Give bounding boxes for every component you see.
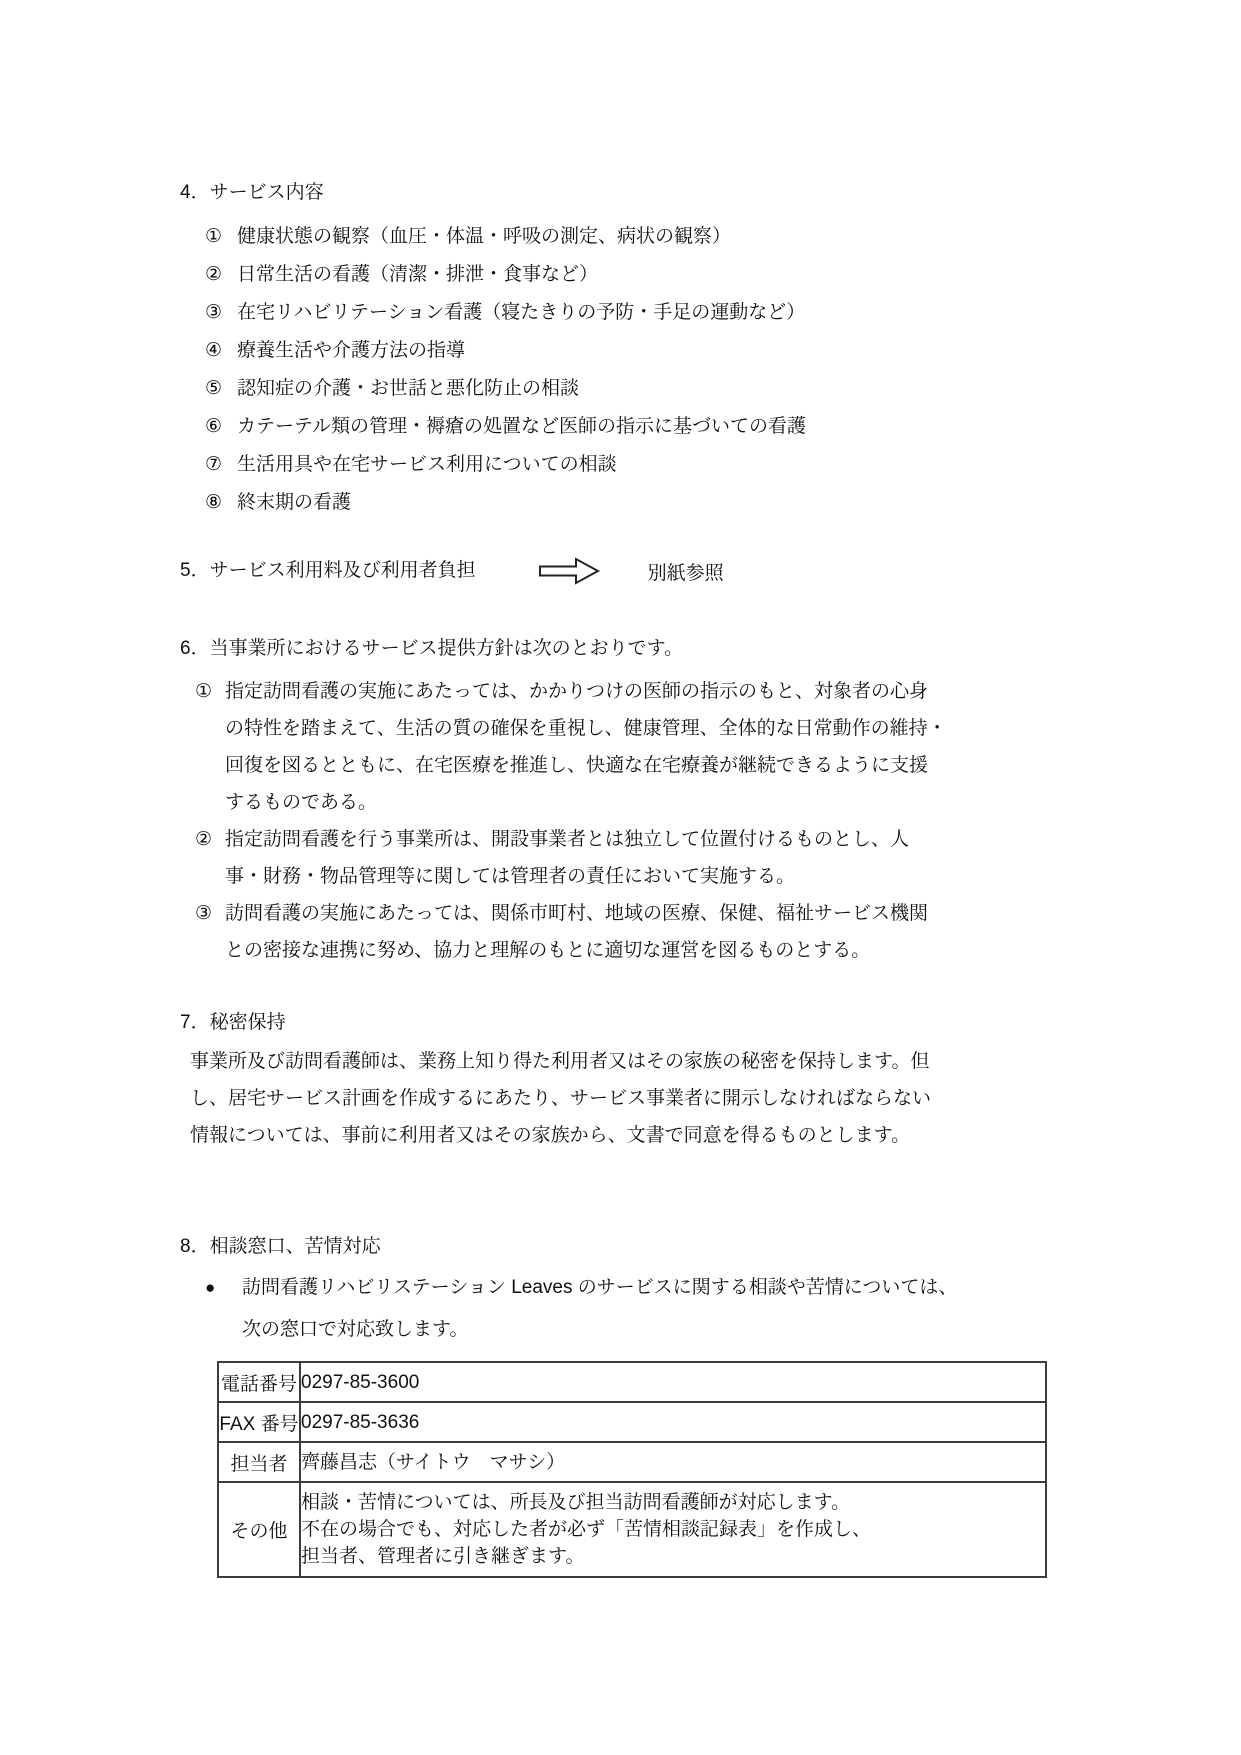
section-7-heading: 7．秘密保持 [180, 1012, 286, 1033]
paragraph-line: 次の窓口で対応致します。 [242, 1319, 469, 1340]
paragraph-line: との密接な連携に努め、協力と理解のもとに適切な運営を図るものとする。 [225, 940, 871, 961]
reference-label: 別紙参照 [647, 562, 724, 584]
item-text: 終末期の看護 [237, 492, 352, 513]
value-line: 齊藤昌志（サイトウ マサシ） [301, 1451, 566, 1473]
item-text: カテーテル類の管理・褥瘡の処置など医師の指示に基づいての看護 [237, 416, 807, 437]
value-line: 0297-85-3600 [301, 1371, 420, 1393]
list-item [180, 673, 1060, 821]
table-row [218, 1362, 1046, 1402]
value-line: 0297-85-3636 [301, 1411, 420, 1433]
list-item [180, 256, 1060, 294]
section-7-paragraph [190, 1043, 1060, 1154]
circled-number-icon: ③ [195, 903, 213, 924]
value-line: 担当者、管理者に引き継ぎます。 [301, 1546, 585, 1567]
paragraph-line: 回復を図るとともに、在宅医療を推進し、快適な在宅療養が継続できるように支援 [225, 755, 929, 776]
section-5-row [180, 556, 1060, 586]
table-row [218, 1402, 1046, 1442]
paragraph-line: 指定訪問看護を行う事業所は、開設事業者とは独立して位置付けるものとし、人 [225, 829, 910, 850]
paragraph-line: するものである。 [225, 792, 378, 813]
row-label: 担当者 [218, 1442, 300, 1482]
table-row [218, 1442, 1046, 1482]
list-item [180, 370, 1060, 408]
paragraph-line: の特性を踏まえて、生活の質の確保を重視し、健康管理、全体的な日常動作の維持・ [225, 718, 947, 739]
section-4-list [180, 218, 1060, 522]
circled-number-icon: ⑤ [205, 378, 223, 399]
right-block-arrow-icon [538, 556, 600, 586]
circled-number-icon: ② [205, 264, 223, 285]
list-item [180, 218, 1060, 256]
circled-number-icon: ⑦ [205, 454, 223, 475]
section-8-heading: 8．相談窓口、苦情対応 [180, 1236, 381, 1257]
list-item [180, 484, 1060, 522]
circled-number-icon: ⑧ [205, 492, 223, 513]
row-value [300, 1442, 1046, 1482]
row-label: 電話番号 [218, 1362, 300, 1402]
list-item [180, 446, 1060, 484]
section-8-bullet-item [180, 1267, 1060, 1351]
paragraph-line: 指定訪問看護の実施にあたっては、かかりつけの医師の指示のもと、対象者の心身 [225, 681, 929, 702]
row-value [300, 1402, 1046, 1442]
circled-number-icon: ④ [205, 340, 223, 361]
section-4-heading: 4．サービス内容 [180, 182, 324, 203]
value-line: 相談・苦情については、所長及び担当訪問看護師が対応します。 [301, 1492, 851, 1513]
paragraph-line: 訪問看護リハビリステーション Leaves のサービスに関する相談や苦情については、 [242, 1277, 958, 1298]
circled-number-icon: ③ [205, 302, 223, 323]
row-label: FAX 番号 [218, 1402, 300, 1442]
row-value [300, 1482, 1046, 1577]
section-6-list [180, 673, 1060, 969]
table-row [218, 1482, 1046, 1577]
list-item [180, 408, 1060, 446]
circled-number-icon: ① [195, 681, 213, 702]
item-text: 認知症の介護・お世話と悪化防止の相談 [237, 378, 580, 399]
paragraph-line: し、居宅サービス計画を作成するにあたり、サービス事業者に開示しなければならない [190, 1088, 932, 1109]
list-item [180, 821, 1060, 895]
item-text: 健康状態の観察（血圧・体温・呼吸の測定、病状の観察） [237, 226, 732, 247]
item-text: 療養生活や介護方法の指導 [237, 340, 466, 361]
circled-number-icon: ⑥ [205, 416, 223, 437]
section-5-heading: 5．サービス利用料及び利用者負担 [180, 560, 476, 581]
paragraph-line: 訪問看護の実施にあたっては、関係市町村、地域の医療、保健、福祉サービス機関 [225, 903, 929, 924]
row-value [300, 1362, 1046, 1402]
contact-table [217, 1361, 1047, 1578]
document-content [180, 180, 1060, 1578]
paragraph-line: 事・財務・物品管理等に関しては管理者の責任において実施する。 [225, 866, 796, 887]
item-text: 生活用具や在宅サービス利用についての相談 [237, 454, 617, 475]
list-item [180, 895, 1060, 969]
paragraph-line: 事業所及び訪問看護師は、業務上知り得た利用者又はその家族の秘密を保持します。但 [190, 1051, 930, 1072]
circled-number-icon: ① [205, 226, 223, 247]
value-line: 不在の場合でも、対応した者が必ず「苦情相談記録表」を作成し、 [301, 1519, 872, 1540]
item-text: 在宅リハビリテーション看護（寝たきりの予防・手足の運動など） [237, 302, 806, 323]
bullet-icon: ● [205, 1278, 216, 1297]
section-6-heading: 6．当事業所におけるサービス提供方針は次のとおりです。 [180, 638, 684, 659]
circled-number-icon: ② [195, 829, 213, 850]
list-item [180, 294, 1060, 332]
paragraph-line: 情報については、事前に利用者又はその家族から、文書で同意を得るものとします。 [190, 1125, 911, 1146]
list-item [180, 332, 1060, 370]
row-label: その他 [218, 1482, 300, 1577]
item-text: 日常生活の看護（清潔・排泄・食事など） [237, 264, 599, 285]
